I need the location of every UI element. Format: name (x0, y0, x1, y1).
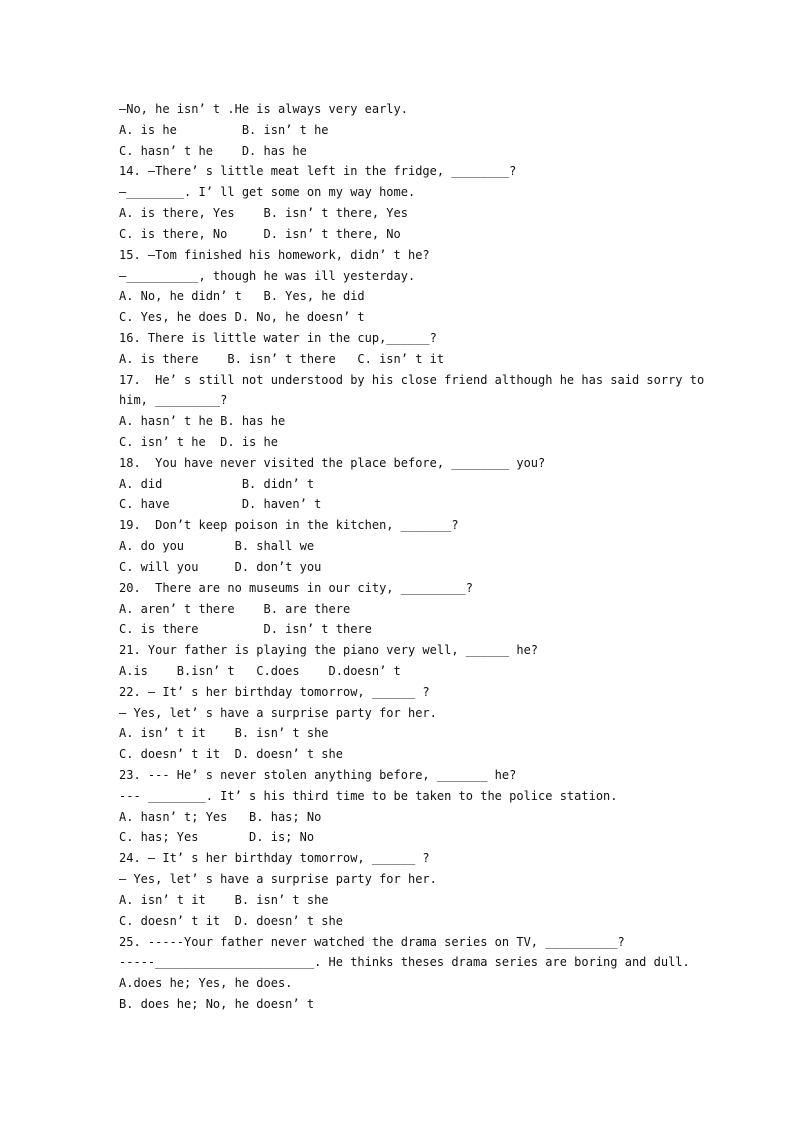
text-line: -----______________________. He thinks theses drama series are boring and dull. (119, 955, 690, 970)
text-line: C. doesn’ t it D. doesn’ t she (119, 913, 343, 928)
text-line: 14. —There’ s little meat left in the fridge, ________? (119, 164, 517, 179)
text-line: —No, he isn’ t .He is always very early. (119, 102, 408, 116)
text-line: A.is B.isn’ t C.does D.doesn’ t (119, 663, 401, 678)
text-line: B. does he; No, he doesn’ t (119, 996, 315, 1011)
text-line: 16. There is little water in the cup,______? (119, 330, 437, 345)
text-line: 25. -----Your father never watched the drama series on TV, __________? (119, 934, 625, 949)
text-line: 21. Your father is playing the piano very well, ______ he? (119, 643, 539, 658)
text-line: A. isn’ t it B. isn’ t she (119, 726, 329, 741)
text-line: A. is there B. isn’ t there C. isn’ t it (119, 351, 445, 366)
text-line: A. do you B. shall we (119, 539, 315, 554)
text-line: A. is he B. isn’ t he (119, 122, 329, 137)
text-line: A. No, he didn’ t B. Yes, he did (119, 289, 365, 304)
text-line: C. has; Yes D. is; No (119, 830, 315, 845)
text-line: 20. There are no museums in our city, _________? (119, 580, 474, 595)
text-line: A. is there, Yes B. isn’ t there, Yes (119, 206, 408, 221)
text-line: —__________, though he was ill yesterday. (119, 268, 416, 283)
text-line: 15. —Tom finished his homework, didn’ t he? (119, 247, 430, 262)
text-line: C. have D. haven’ t (119, 497, 322, 512)
text-line: 23. --- He’ s never stolen anything before, _______ he? (119, 768, 517, 782)
text-line: A.does he; Yes, he does. (119, 976, 293, 991)
text-line: C. hasn’ t he D. has he (119, 143, 307, 158)
text-line: --- ________. It’ s his third time to be taken to the police station. (119, 788, 618, 803)
text-line: C. is there D. isn’ t there (119, 622, 372, 637)
text-line: 22. — It’ s her birthday tomorrow, ______ ? (119, 684, 430, 699)
text-line: 17. He’ s still not understood by his close friend although he has said sorry to (119, 372, 705, 387)
text-line: A. isn’ t it B. isn’ t she (119, 892, 329, 907)
text-line: A. hasn’ t; Yes B. has; No (119, 809, 322, 824)
text-line: 19. Don’t keep poison in the kitchen, _______? (119, 518, 459, 533)
text-line: C. will you D. don’t you (119, 559, 322, 574)
text-line: him, _________? (119, 393, 228, 408)
text-line: C. isn’ t he D. is he (119, 435, 278, 449)
text-line: 18. You have never visited the place before, ________ you? (119, 455, 546, 470)
text-line: C. is there, No D. isn’ t there, No (119, 226, 401, 241)
text-line: A. aren’ t there B. are there (119, 601, 351, 616)
text-line: C. doesn’ t it D. doesn’ t she (119, 747, 343, 762)
text-line: —________. I’ ll get some on my way home. (119, 185, 416, 200)
text-line: — Yes, let’ s have a surprise party for her. (119, 872, 437, 887)
text-line: A. hasn’ t he B. has he (119, 414, 286, 429)
text-line: 24. — It’ s her birthday tomorrow, ______ ? (119, 851, 430, 866)
quiz-text (119, 99, 705, 1015)
text-line: C. Yes, he does D. No, he doesn’ t (119, 310, 365, 325)
text-line: — Yes, let’ s have a surprise party for her. (119, 705, 437, 720)
text-line: A. did B. didn’ t (119, 476, 315, 491)
